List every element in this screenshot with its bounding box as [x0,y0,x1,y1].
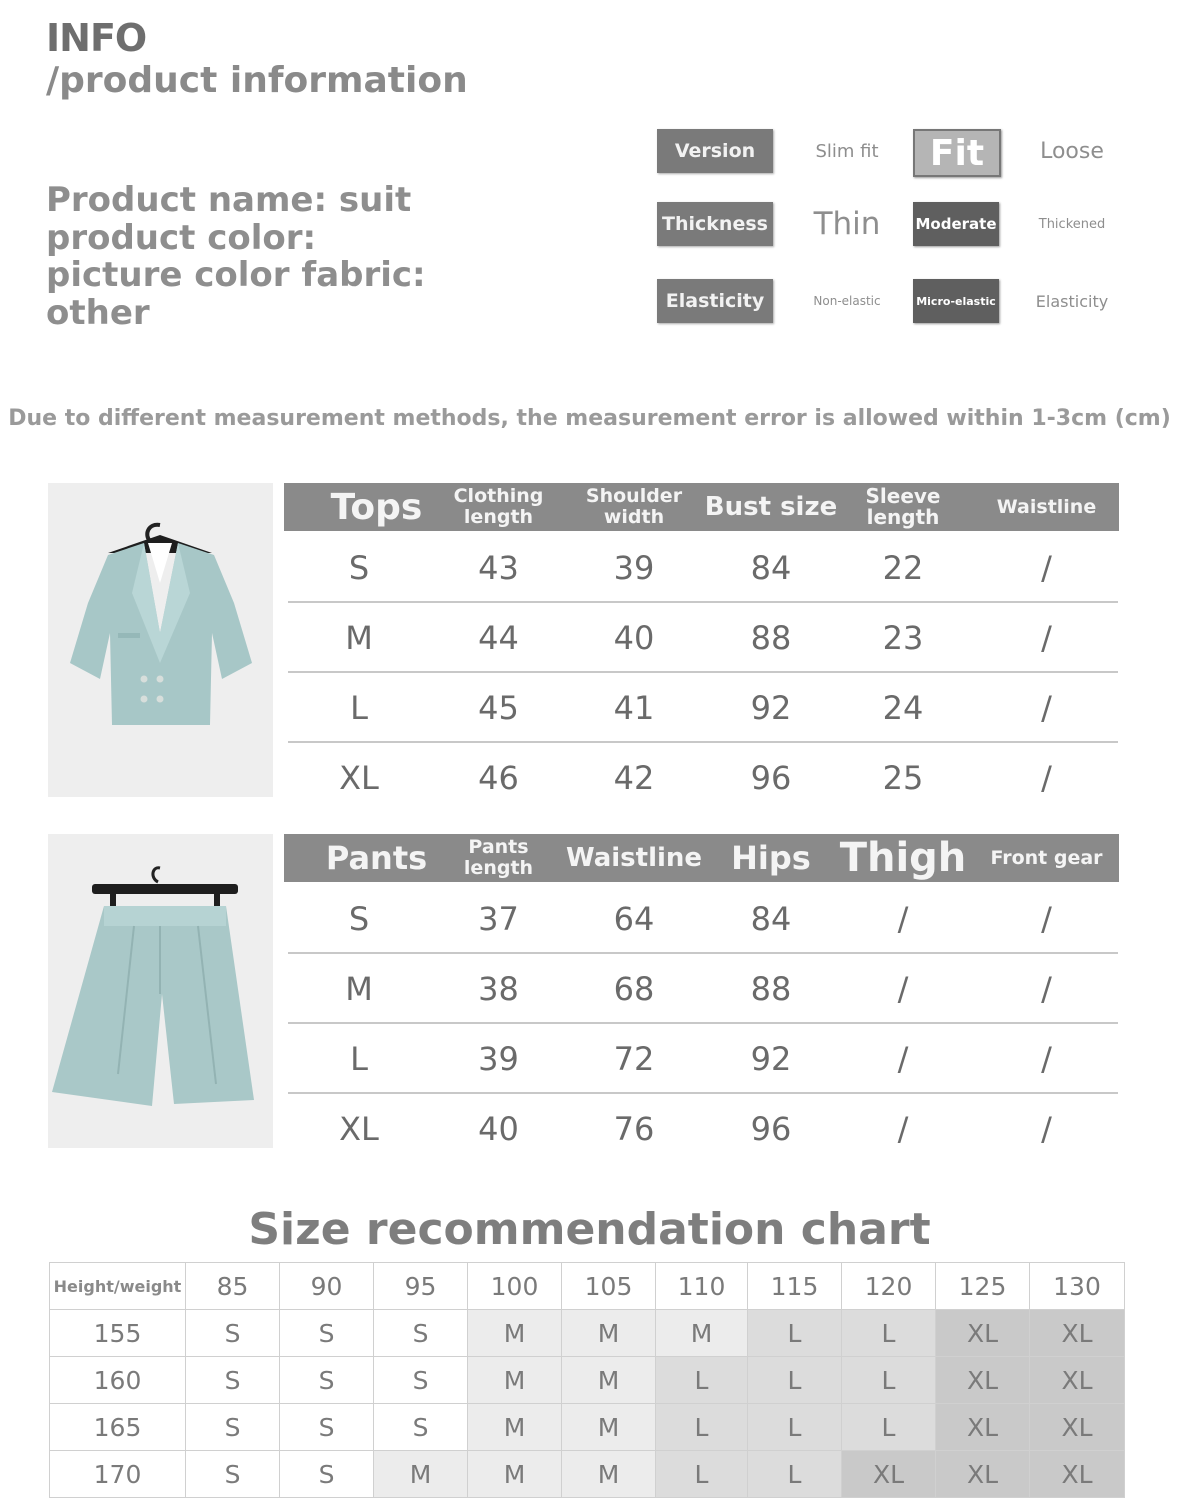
table-cell: / [1041,1110,1052,1148]
attr-option: Thin [813,206,881,242]
attr-option: Micro-elastic [913,279,999,323]
blazer-photo [48,483,273,797]
table-row [284,533,1119,603]
size-cell: L [656,1357,748,1404]
table-row [284,884,1119,954]
header-cell: Thigh [839,834,967,881]
size-cell: M [468,1310,562,1357]
table-cell: / [897,1040,909,1078]
weight-cell: 105 [562,1263,656,1310]
size-cell: M [562,1310,656,1357]
size-cell: M [468,1357,562,1404]
table-row [284,673,1119,743]
table-cell: 88 [750,619,792,657]
size-cell: XL [936,1357,1030,1404]
table-cell: 23 [882,619,924,657]
table-cell: 25 [882,759,924,797]
header-cell: Bust size [704,491,838,522]
table-cell: 42 [613,759,655,797]
size-cell: S [374,1357,468,1404]
table-row [50,1310,1125,1357]
size-cell: L [842,1310,936,1357]
attr-option: Fit [913,129,1001,177]
size-cell: S [280,1310,374,1357]
measurement-note: Due to different measurement methods, the measurement error is allowed within 1-3cm (cm) [8,406,1171,431]
weight-cell: 120 [842,1263,936,1310]
table-cell: / [1041,970,1052,1008]
table-cell: 76 [613,1110,655,1148]
table-row [284,743,1119,813]
product-name: Product name: suit [46,180,412,220]
attr-option: Non-elastic [813,294,881,308]
size-cell: M [468,1404,562,1451]
attr-option: Slim fit [815,140,879,162]
size-cell: S [374,1310,468,1357]
table-cell: 41 [613,689,655,727]
recommendation-title: Size recommendation chart [248,1204,931,1255]
weight-cell: 90 [280,1263,374,1310]
size-cell: L [748,1357,842,1404]
table-row [284,603,1119,673]
table-cell: 92 [750,1040,792,1078]
header-cell: Pants [325,838,428,877]
size-cell: S [280,1404,374,1451]
size-cell: L [748,1310,842,1357]
table-cell: 44 [478,619,519,657]
size-cell: XL [1030,1451,1125,1498]
table-cell: L [350,1040,368,1078]
table-row [50,1404,1125,1451]
size-cell: S [280,1357,374,1404]
attr-label-thickness: Thickness [657,202,773,246]
table-row [50,1357,1125,1404]
height-cell: 160 [50,1357,186,1404]
table-cell: 39 [613,549,655,587]
table-cell: 92 [750,689,792,727]
table-row [284,1094,1119,1164]
size-cell: L [656,1451,748,1498]
size-cell: S [186,1357,280,1404]
table-cell: M [345,970,373,1008]
table-cell: 84 [750,900,792,938]
product-other: other [46,293,150,333]
height-cell: 170 [50,1451,186,1498]
size-cell: XL [936,1451,1030,1498]
table-cell: 88 [750,970,792,1008]
table-cell: 40 [478,1110,519,1148]
header-cell: Front gear [990,846,1103,869]
size-cell: M [374,1451,468,1498]
size-recommendation-table [49,1262,1125,1498]
attr-option: Moderate [913,202,999,246]
product-fabric: picture color fabric: [46,255,426,295]
table-cell: 84 [750,549,792,587]
table-cell: M [345,619,373,657]
table-row [50,1451,1125,1498]
height-cell: 155 [50,1310,186,1357]
table-header-row [50,1263,1125,1310]
table-cell: 40 [613,619,655,657]
header-cell: Tops [330,486,423,528]
weight-cell: 85 [186,1263,280,1310]
attr-label-version: Version [657,129,773,173]
info-subtitle: /product information [46,60,468,101]
size-cell: L [748,1404,842,1451]
weight-cell: 95 [374,1263,468,1310]
shorts-photo [48,834,273,1148]
size-cell: M [562,1357,656,1404]
header-cell: Shoulder width [585,485,683,528]
size-cell: M [562,1404,656,1451]
header-cell: Clothing length [453,485,544,528]
attr-label-elasticity: Elasticity [657,279,773,323]
table-cell: XL [339,759,379,797]
table-cell: XL [339,1110,379,1148]
header-cell: Sleeve length [865,484,941,529]
table-cell: / [1041,549,1052,587]
table-cell: / [1041,619,1052,657]
size-cell: L [842,1404,936,1451]
table-cell: / [897,900,909,938]
table-cell: 46 [478,759,519,797]
table-cell: L [350,689,368,727]
size-cell: L [748,1451,842,1498]
table-cell: 72 [613,1040,655,1078]
table-cell: S [348,900,370,938]
header-cell: Waistline [565,842,703,873]
size-cell: L [656,1404,748,1451]
table-cell: 38 [478,970,519,1008]
size-cell: S [280,1451,374,1498]
table-cell: / [897,970,909,1008]
table-row [284,954,1119,1024]
size-cell: XL [1030,1404,1125,1451]
table-row [284,1024,1119,1094]
table-cell: S [348,549,370,587]
table-cell: 39 [478,1040,519,1078]
attr-option: Elasticity [1035,291,1109,311]
size-cell: XL [936,1404,1030,1451]
table-cell: 64 [613,900,655,938]
table-cell: 43 [478,549,519,587]
table-cell: / [897,1110,909,1148]
table-cell: / [1041,900,1052,938]
header-cell: Waistline [996,495,1097,518]
tops-header [284,483,1119,531]
weight-cell: 130 [1030,1263,1125,1310]
size-cell: XL [936,1310,1030,1357]
table-cell: 24 [882,689,924,727]
attr-option: Thickened [1038,216,1106,232]
size-cell: M [562,1451,656,1498]
table-cell: 96 [750,1110,792,1148]
height-cell: 165 [50,1404,186,1451]
table-cell: / [1041,1040,1052,1078]
size-cell: M [656,1310,748,1357]
table-cell: 45 [478,689,519,727]
weight-cell: 100 [468,1263,562,1310]
table-cell: 22 [882,549,924,587]
table-cell: 96 [750,759,792,797]
table-cell: 37 [478,900,519,938]
size-cell: S [186,1404,280,1451]
size-cell: S [374,1404,468,1451]
pants-header [284,834,1119,882]
header-cell: Hips [731,838,811,877]
weight-cell: 125 [936,1263,1030,1310]
table-cell: / [1041,759,1052,797]
attr-option: Loose [1040,138,1104,164]
weight-cell: 110 [656,1263,748,1310]
corner-cell: Height/weight [50,1263,186,1310]
product-color: product color: [46,218,317,258]
info-title: INFO [46,16,147,60]
size-cell: S [186,1451,280,1498]
size-cell: S [186,1310,280,1357]
header-cell: Pants length [463,836,534,879]
table-cell: / [1041,689,1052,727]
table-cell: 68 [613,970,655,1008]
weight-cell: 115 [748,1263,842,1310]
size-cell: XL [1030,1357,1125,1404]
size-cell: L [842,1357,936,1404]
size-cell: XL [1030,1310,1125,1357]
size-cell: M [468,1451,562,1498]
size-cell: XL [842,1451,936,1498]
